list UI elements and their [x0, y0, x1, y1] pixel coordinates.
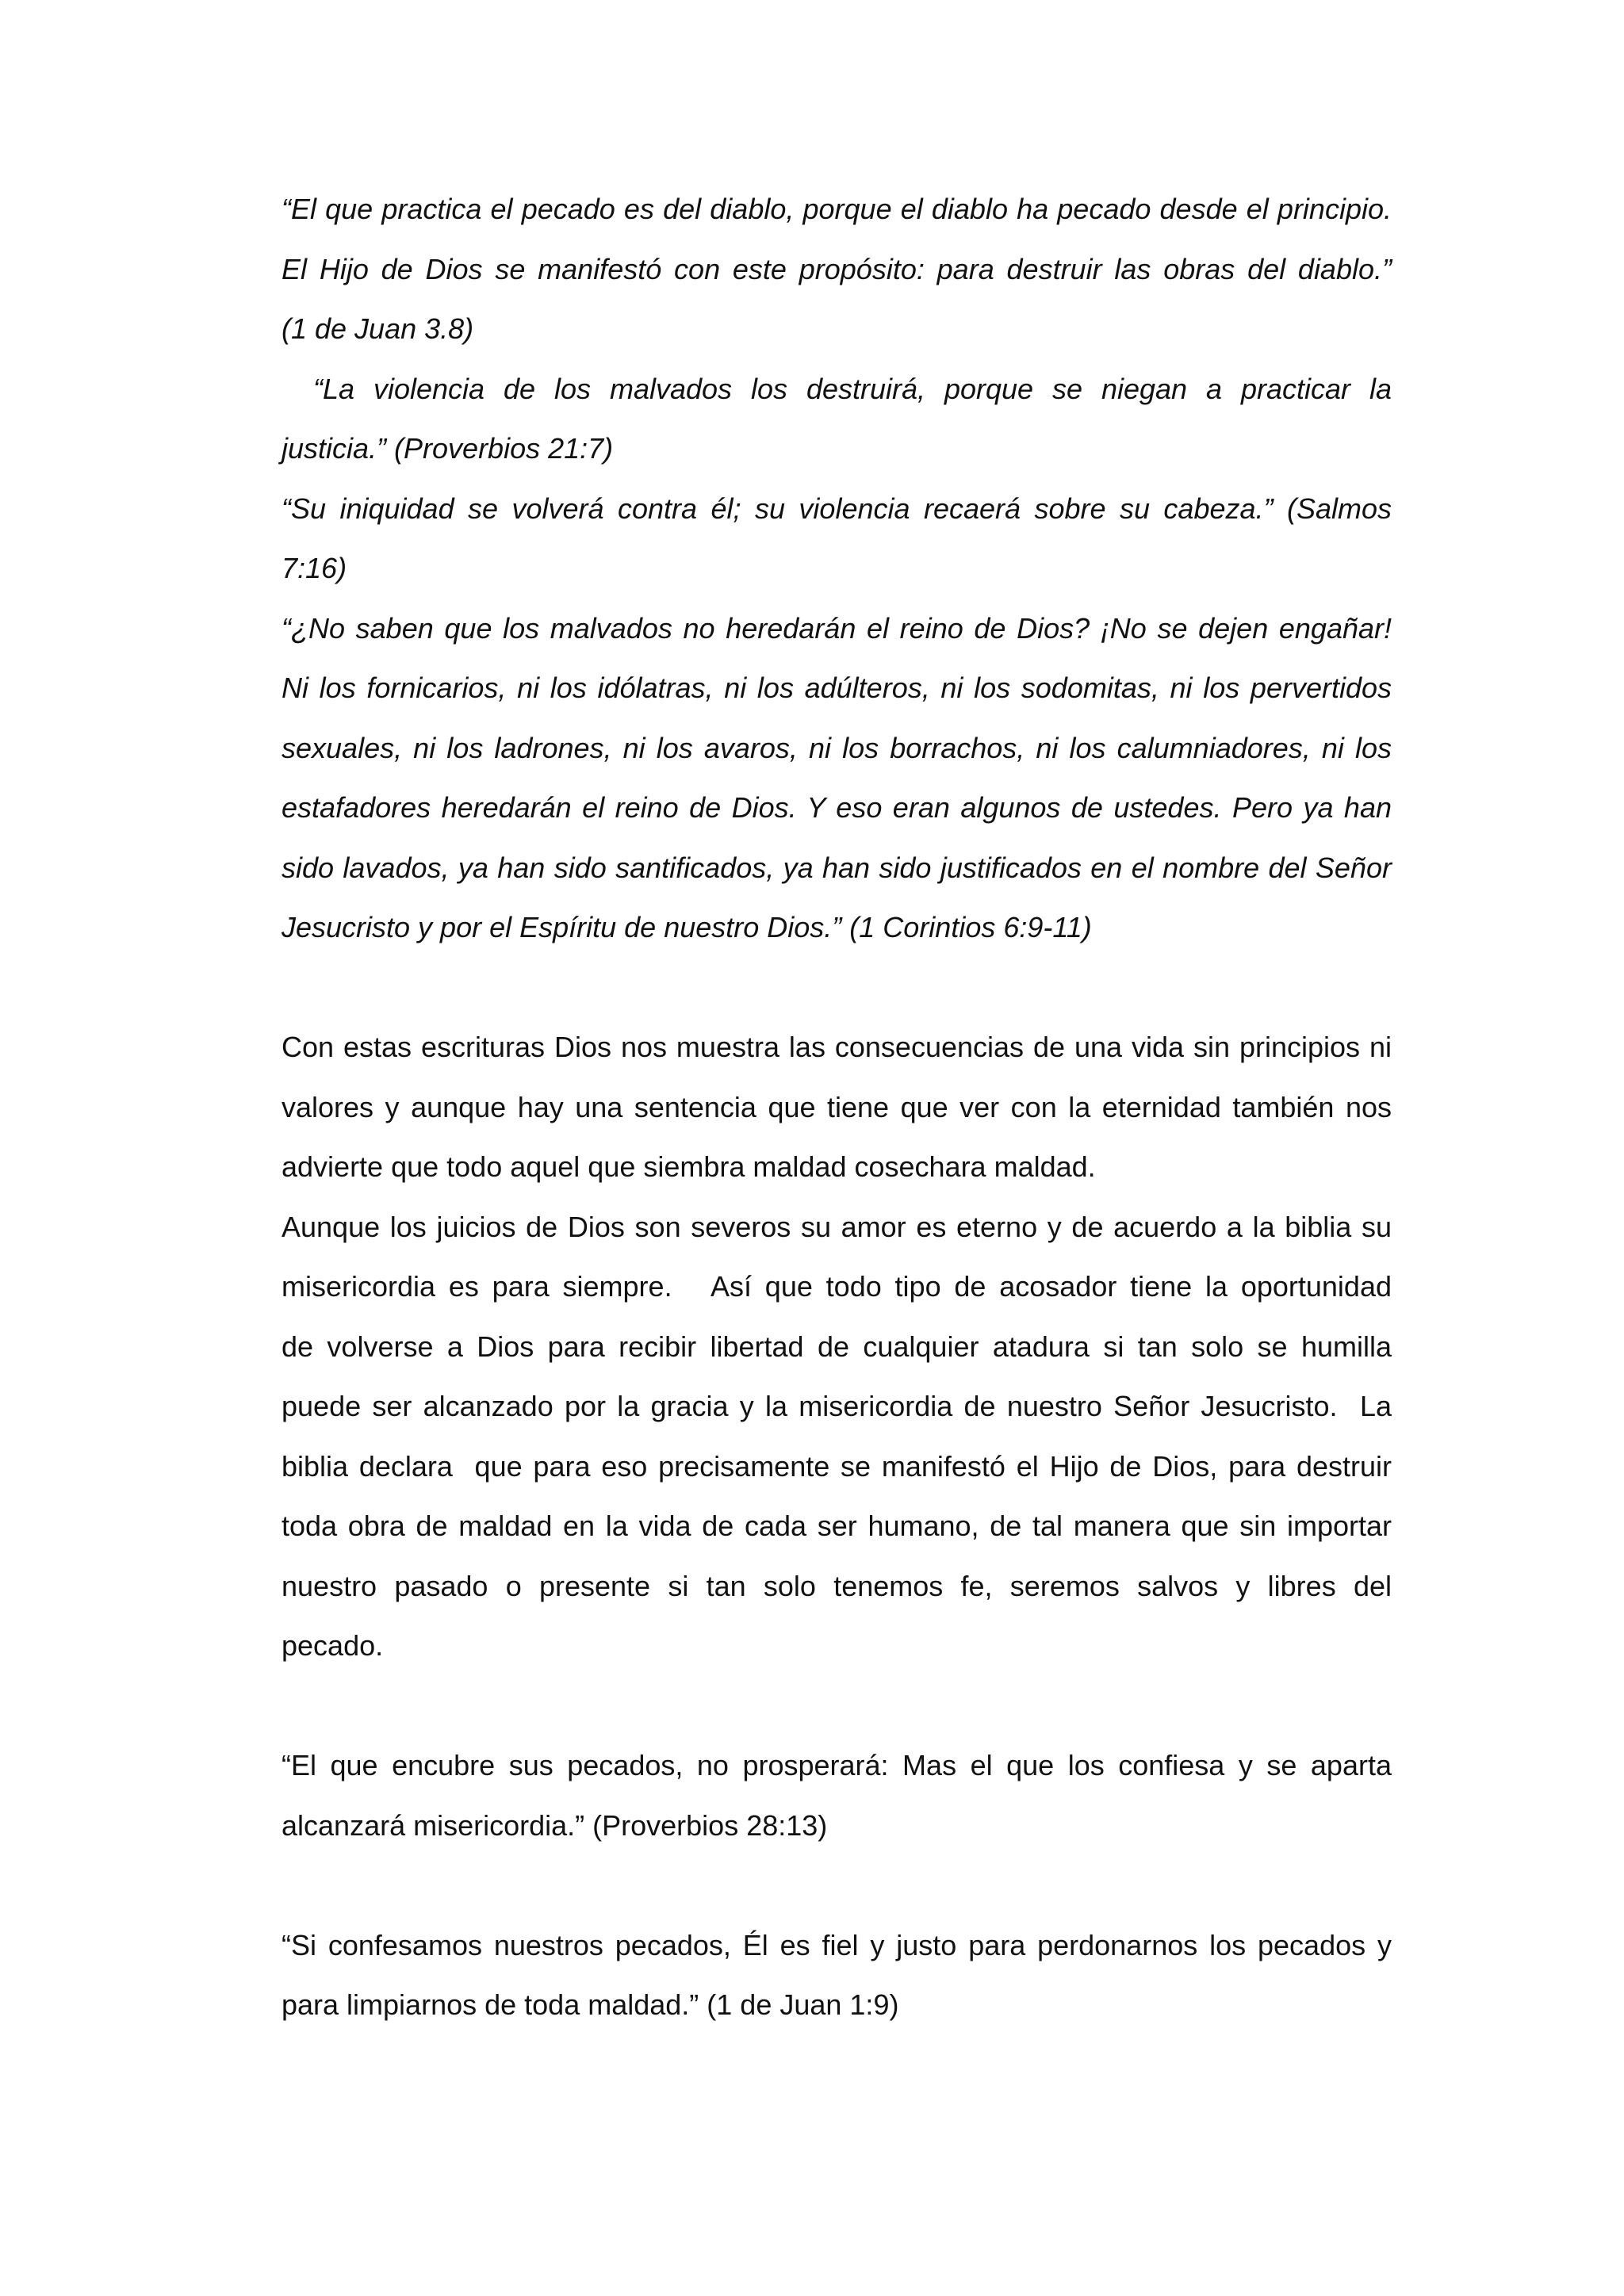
quote-proverbs-28-13: [282, 1735, 1392, 1855]
quote-line: “El que practica el pecado es del diablo, porque el diablo ha pecado desde el principio.: [282, 193, 1392, 225]
quote-line: justicia.” (Proverbios 21:7): [282, 432, 614, 465]
quote-line: sido lavados, ya han sido santificados, ya han sido justificados en el nombre del Señor: [282, 851, 1392, 884]
paragraph-line: “El que encubre sus pecados, no prosperará: Mas el que los confiesa y se aparta: [282, 1749, 1392, 1781]
paragraph-gap: [282, 958, 1392, 1018]
paragraph-line: nuestro pasado o presente si tan solo tenemos fe, seremos salvos y libres del: [282, 1569, 1392, 1602]
paragraph-line: Aunque los juicios de Dios son severos su amor es eterno y de acuerdo a la biblia su: [282, 1210, 1392, 1243]
quote-1-john-1-9: [282, 1915, 1392, 2035]
paragraph-gap: [282, 1855, 1392, 1915]
quote-line: (1 de Juan 3.8): [282, 312, 474, 345]
paragraph-line: de volverse a Dios para recibir libertad de cualquier atadura si tan solo se humilla: [282, 1330, 1392, 1363]
quote-1-corinthians-6-9-11: [282, 599, 1392, 958]
paragraph-line: misericordia es para siempre. Así que todo tipo de acosador tiene la oportunidad: [282, 1270, 1392, 1303]
quote-line: estafadores heredarán el reino de Dios. Y eso eran algunos de ustedes. Pero ya han: [282, 791, 1392, 824]
quote-line: Ni los fornicarios, ni los idólatras, ni los adúlteros, ni los sodomitas, ni los pervertidos: [282, 672, 1392, 704]
paragraph-line: “Si confesamos nuestros pecados, Él es fiel y justo para perdonarnos los pecados y: [282, 1928, 1392, 1961]
quote-line: “La violencia de los malvados los destruirá, porque se niegan a practicar la: [313, 372, 1392, 405]
quote-line: “Su iniquidad se volverá contra él; su violencia recaerá sobre su cabeza.” (Salmos: [282, 492, 1392, 525]
quote-line: 7:16): [282, 552, 347, 584]
quote-line: sexuales, ni los ladrones, ni los avaros, ni los borrachos, ni los calumniadores, ni los: [282, 731, 1392, 764]
paragraph-mercy: [282, 1197, 1392, 1676]
paragraph-line: toda obra de maldad en la vida de cada ser humano, de tal manera que sin importar: [282, 1510, 1392, 1542]
paragraph-line: Con estas escrituras Dios nos muestra las consecuencias de una vida sin principios ni: [282, 1031, 1392, 1063]
quote-proverbs-21-7: [282, 359, 1392, 479]
paragraph-line: alcanzará misericordia.” (Proverbios 28:13): [282, 1808, 828, 1842]
paragraph-gap: [282, 1676, 1392, 1736]
paragraph-consequences: [282, 1017, 1392, 1197]
quote-line: El Hijo de Dios se manifestó con este propósito: para destruir las obras del diablo.”: [282, 252, 1392, 285]
paragraph-line: para limpiarnos de toda maldad.” (1 de Juan 1:9): [282, 1988, 899, 2021]
paragraph-line: biblia declara que para eso precisamente se manifestó el Hijo de Dios, para destruir: [282, 1449, 1392, 1483]
paragraph-line: advierte que todo aquel que siembra maldad cosechara maldad.: [282, 1150, 1096, 1183]
quote-1-john-3-8: [282, 179, 1392, 359]
document-page: [282, 179, 1392, 2035]
paragraph-line: valores y aunque hay una sentencia que tiene que ver con la eternidad también nos: [282, 1090, 1392, 1123]
quote-line: “¿No saben que los malvados no heredarán el reino de Dios? ¡No se dejen engañar!: [282, 611, 1392, 645]
quote-psalms-7-16: [282, 479, 1392, 599]
paragraph-line: pecado.: [282, 1629, 384, 1662]
quote-line: Jesucristo y por el Espíritu de nuestro Dios.” (1 Corintios 6:9-11): [282, 911, 1092, 943]
paragraph-line: puede ser alcanzado por la gracia y la misericordia de nuestro Señor Jesucristo. La: [282, 1390, 1392, 1422]
